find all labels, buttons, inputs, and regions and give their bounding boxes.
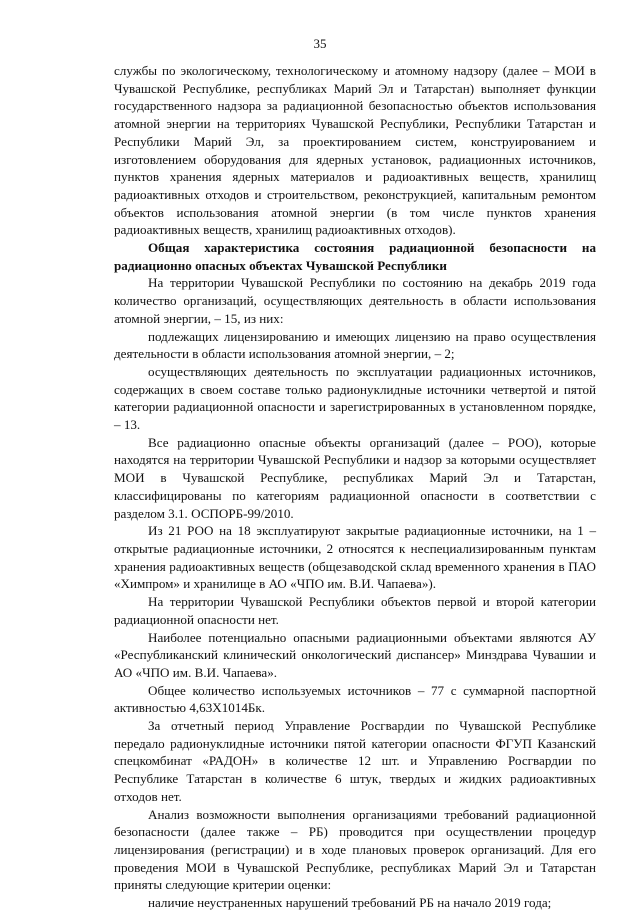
paragraph: На территории Чувашской Республики по состоянию на декабрь 2019 года количество организаций, осуществляющих деятельность в области использования атомной энергии, – 15, из них: — [114, 275, 596, 326]
paragraph: Общее количество используемых источников – 77 с суммарной паспортной активностью 4,63Х1014Бк. — [114, 682, 596, 716]
paragraph: За отчетный период Управление Росгвардии по Чувашской Республике передало радионуклидные источники пятой категории опасности ФГУП Казанский спецкомбинат «РАДОН» в количестве 12 шт. и Управлению Росгвардии по Республике Татарстан в количестве 6 штук, твердых и жидких радиоактивных отходов нет. — [114, 718, 596, 804]
paragraph-continuation: службы по экологическому, технологическому и атомному надзору (далее – МОИ в Чувашской Республике, республиках Марий Эл и Татарстан) выполняет функции государственного надзора за радиационной безопасностью объектов использования атомной энергии на территориях Чувашской Республики, Республики Татарстан и Республики Марий Эл, за проектированием систем, конструированием и изготовлением оборудования для ядерных установок, радиационных источников, пунктов хранения ядерных материалов и радиоактивных веществ, хранилищ радиоактивных отходов и строительством, реконструкцией, капитальным ремонтом объектов использования атомной энергии (в том числе пунктов хранения радиоактивных веществ, хранилищ радиоактивных отходов). — [114, 63, 596, 238]
list-item: наличие неустраненных нарушений требований РБ на начало 2019 года; — [148, 895, 552, 911]
paragraph: Из 21 РОО на 18 эксплуатируют закрытые радиационные источники, на 1 – открытые радиационные источники, 2 относятся к неспециализированным пунктам хранения радиоактивных веществ (общезаводской склад временного хранения в ПАО «Химпром» и хранилище в АО «ЧПО им. В.И. Чапаева»). — [114, 523, 596, 592]
paragraph: Анализ возможности выполнения организациями требований радиационной безопасности (далее также – РБ) проводится при осуществлении процедур лицензирования (регистрации) и в ходе плановых проверок организаций. Для его проведения МОИ в Чувашской Республике, республиках Марий Эл и Татарстан приняты следующие критерии оценки: — [114, 806, 596, 893]
list-item: осуществляющих деятельность по эксплуатации радиационных источников, содержащих в своем составе только радионуклидные источники четвертой и пятой категории радиационной опасности и зарегистрированных в установленном порядке, – 13. — [114, 363, 596, 433]
paragraph: На территории Чувашской Республики объектов первой и второй категории радиационной опасности нет. — [114, 594, 596, 627]
body-text — [114, 62, 596, 912]
paragraph: Наиболее потенциально опасными радиационными объектами являются АУ «Республиканский клинический онкологический диспансер» Минздрава Чувашии и АО «ЧПО им. В.И. Чапаева». — [114, 629, 596, 680]
list-item: подлежащих лицензированию и имеющих лицензию на право осуществления деятельности в области использования атомной энергии, – 2; — [114, 328, 596, 362]
paragraph: Все радиационно опасные объекты организаций (далее – РОО), которые находятся на территории Чувашской Республики и надзор за которыми осуществляет МОИ в Чувашской Республике, республиках Марий Эл и Татарстан, классифицированы по категориям радиационной опасности в соответствии с разделом 3.1. ОСПОРБ-99/2010. — [114, 434, 596, 521]
section-heading: Общая характеристика состояния радиационной безопасности на радиационно опасных объектах Чувашской Республики — [114, 240, 596, 273]
page-number: 35 — [313, 36, 327, 51]
